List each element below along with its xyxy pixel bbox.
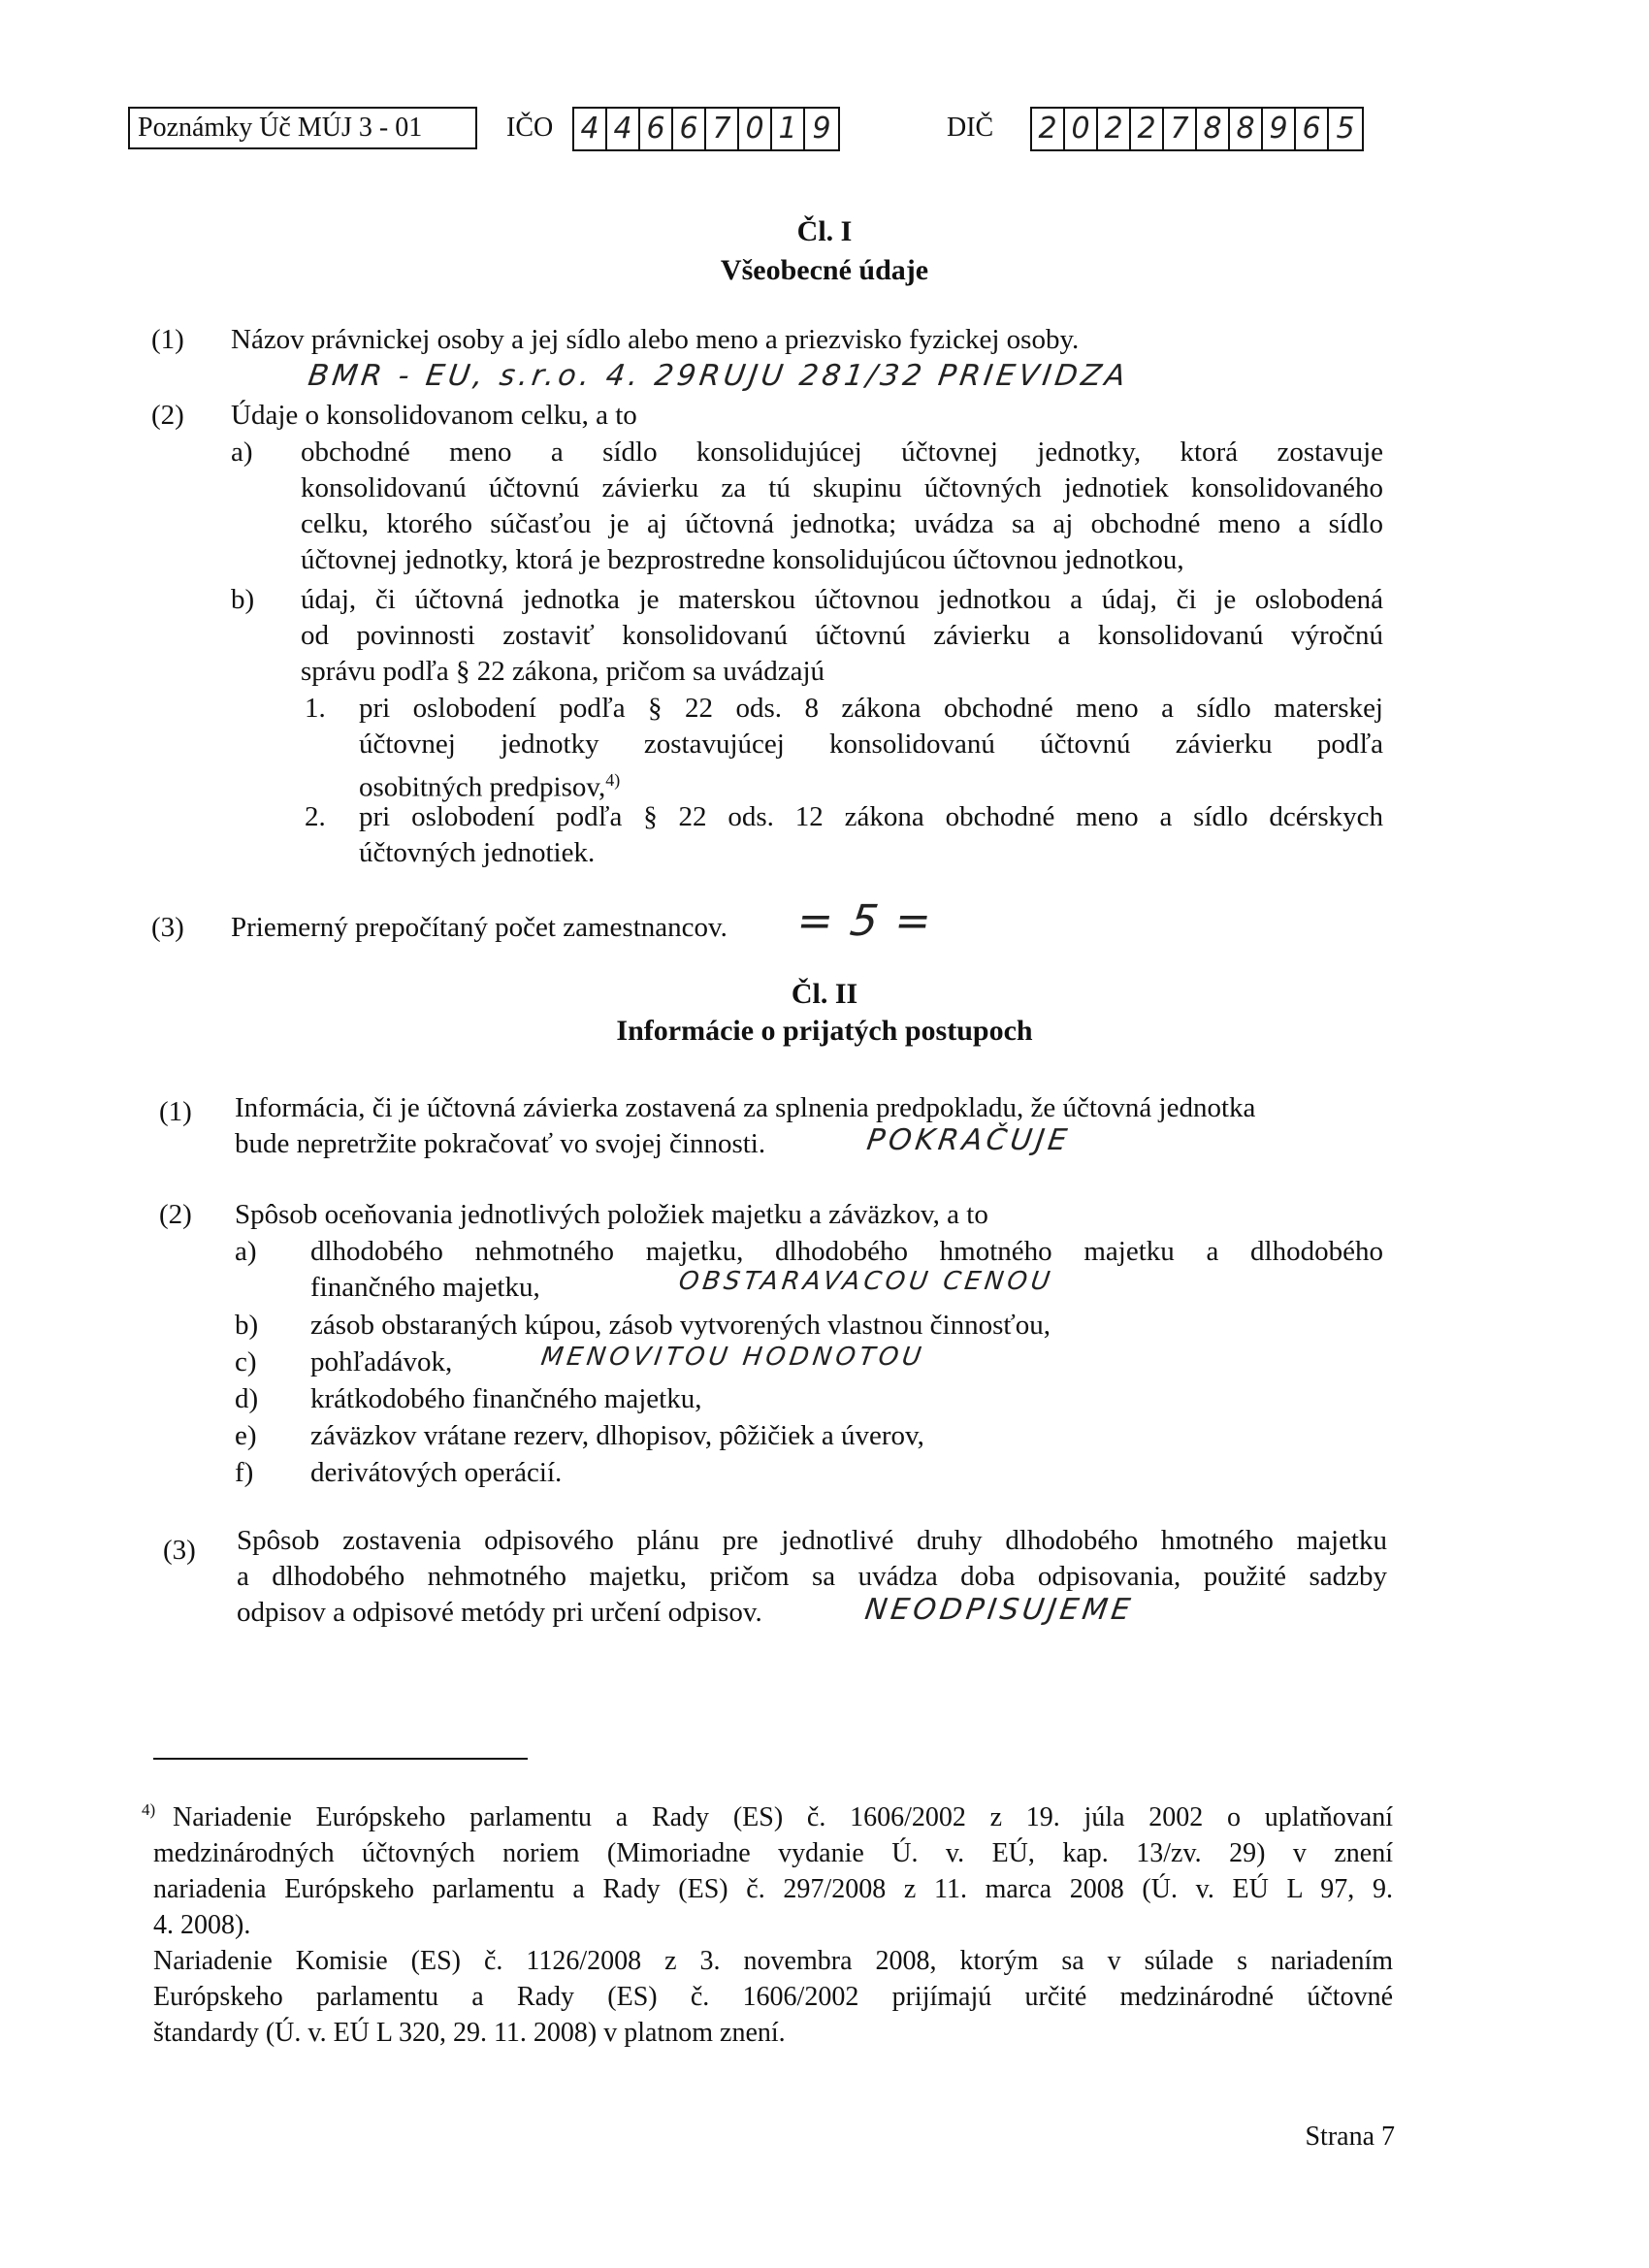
a2-item-line: zásob obstaraných kúpou, zásob vytvorených vlastnou činnosťou, (310, 1310, 1051, 1341)
handwritten-entity-name: BMR - EU, s.r.o. 4. 29RUJU 281/32 PRIEVIDZA (306, 359, 1132, 393)
a2-p1-number: (1) (159, 1096, 192, 1127)
dic-digit: 2 (1098, 109, 1131, 149)
a2-item-line: krátkodobého finančného majetku, (310, 1383, 702, 1414)
handwritten-depreciation: NEODPISUJEME (862, 1593, 1137, 1627)
dic-digit: 0 (1065, 109, 1098, 149)
footnote-marker: 4) (142, 1800, 156, 1819)
handwritten-valuation-a: OBSTARAVACOU CENOU (676, 1267, 1056, 1296)
a2-item-label: b) (235, 1310, 259, 1341)
a2-item-label: c) (235, 1346, 257, 1377)
form-label: Poznámky Úč MÚJ 3 - 01 (128, 107, 477, 149)
a2-p2-text: Spôsob oceňovania jednotlivých položiek majetku a záväzkov, a to (235, 1199, 988, 1230)
a1-item-b-label: b) (231, 584, 255, 615)
a2-item-line: záväzkov vrátane rezerv, dlhopisov, pôžičiek a úverov, (310, 1420, 924, 1451)
a1-p2-number: (2) (151, 400, 184, 431)
article2-title: Informácie o prijatých postupoch (616, 1015, 1033, 1047)
a2-item-line: finančného majetku, (310, 1272, 540, 1303)
dic-digit: 5 (1336, 112, 1355, 146)
a1-item-a-line: účtovnej jednotky, ktorá je bezprostredne konsolidujúcou účtovnou jednotkou, (301, 544, 1184, 575)
footnote-line: 4. 2008). (153, 1910, 251, 1940)
ico-digits (572, 107, 840, 151)
article2-number: Čl. II (791, 978, 858, 1010)
a2-p2-number: (2) (159, 1199, 192, 1230)
footnote-line: štandardy (Ú. v. EÚ L 320, 29. 11. 2008) v platnom znení. (153, 2018, 786, 2048)
a1-item-b2-line: účtovných jednotiek. (359, 837, 596, 868)
a1-item-b2-line: pri oslobodení podľa § 22 ods. 12 zákona obchodné meno a sídlo dcérskych (359, 801, 1383, 832)
dic-digit: 7 (1164, 109, 1197, 149)
ico-digit: 4 (607, 109, 640, 149)
a1-p3-text: Priemerný prepočítaný počet zamestnancov. (231, 912, 728, 943)
a2-item-line: dlhodobého nehmotného majetku, dlhodobého hmotného majetku a dlhodobého (310, 1236, 1383, 1267)
a1-item-b1-line: pri oslobodení podľa § 22 ods. 8 zákona obchodné meno a sídlo materskej (359, 693, 1383, 724)
a2-p3-number: (3) (163, 1535, 196, 1566)
a1-item-a-line: konsolidovanú účtovnú závierku za tú skupinu účtovných jednotiek konsolidovaného (301, 472, 1383, 503)
a1-p1-number: (1) (151, 324, 184, 355)
a1-item-b1-line: osobitných predpisov,$^{4)}$ (359, 770, 621, 803)
a1-item-b2-label: 2. (305, 801, 326, 832)
a1-item-a-label: a) (231, 437, 253, 468)
a2-p3-line: Spôsob zostavenia odpisového plánu pre jednotlivé druhy dlhodobého hmotného majetku (237, 1525, 1387, 1556)
a2-item-label: d) (235, 1383, 259, 1414)
footnote-line: Európskeho parlamentu a Rady (ES) č. 1606/2002 prijímajú určité medzinárodné účtovné (153, 1982, 1393, 2012)
ico-digit: 6 (673, 109, 706, 149)
article1-title: Všeobecné údaje (720, 254, 929, 286)
ico-digit: 0 (739, 109, 772, 149)
a2-item-label: a) (235, 1236, 257, 1267)
article1-number: Čl. I (796, 215, 853, 247)
dic-digit: 2 (1032, 109, 1065, 149)
footnote-line: nariadenia Európskeho parlamentu a Rady (ES) č. 297/2008 z 11. marca 2008 (Ú. v. EÚ L 97, 9. (153, 1874, 1393, 1904)
ico-digit: 1 (772, 109, 805, 149)
a2-p3-line: a dlhodobého nehmotného majetku, pričom sa uvádza doba odpisovania, použité sadzby (237, 1561, 1387, 1592)
dic-digit: 8 (1197, 109, 1230, 149)
dic-digit: 6 (1296, 109, 1329, 149)
a1-p3-number: (3) (151, 912, 184, 943)
a1-item-a-line: obchodné meno a sídlo konsolidujúcej účtovnej jednotky, ktorá zostavuje (301, 437, 1383, 468)
dic-digit: 2 (1131, 109, 1164, 149)
dic-digits (1030, 107, 1364, 151)
footnote-line: medzinárodných účtovných noriem (Mimoriadne vydanie Ú. v. EÚ, kap. 13/zv. 29) v znení (153, 1838, 1393, 1868)
dic-label: DIČ (947, 113, 994, 143)
handwritten-employee-count: = 5 = (793, 896, 937, 946)
ico-digit: 4 (574, 109, 607, 149)
a1-item-a-line: celku, ktorého súčasťou je aj účtovná jednotka; uvádza sa aj obchodné meno a sídlo (301, 508, 1383, 539)
a2-p1-line: Informácia, či je účtovná závierka zostavená za splnenia predpokladu, že účtovná jednotka (235, 1092, 1256, 1123)
footnote-divider (153, 1758, 528, 1760)
a2-item-line: pohľadávok, (310, 1346, 453, 1377)
page-number: Strana 7 (1305, 2122, 1395, 2152)
footnote-line: Nariadenie Európskeho parlamentu a Rady (ES) č. 1606/2002 z 19. júla 2002 o uplatňovaní (173, 1802, 1393, 1832)
footnote-ref: 4) (605, 770, 621, 790)
handwritten-valuation-c: MENOVITOU HODNOTOU (538, 1343, 927, 1372)
ico-label: IČO (506, 113, 554, 143)
a1-item-b-line: údaj, či účtovná jednotka je materskou účtovnou jednotkou a údaj, či je oslobodená (301, 584, 1383, 615)
footnote-line: Nariadenie Komisie (ES) č. 1126/2008 z 3. novembra 2008, ktorým sa v súlade s nariadením (153, 1946, 1393, 1976)
dic-digit: 8 (1230, 109, 1263, 149)
handwritten-going-concern: POKRAČUJE (864, 1123, 1073, 1157)
a2-item-label: f) (235, 1457, 254, 1488)
a1-item-b1-label: 1. (305, 693, 326, 724)
a2-item-label: e) (235, 1420, 257, 1451)
a2-item-line: derivátových operácií. (310, 1457, 563, 1488)
a1-p2-text: Údaje o konsolidovanom celku, a to (231, 400, 637, 431)
a1-item-b-line: správu podľa § 22 zákona, pričom sa uvádzajú (301, 656, 825, 687)
dic-digit: 9 (1263, 109, 1296, 149)
ico-digit: 7 (706, 109, 739, 149)
ico-digit: 6 (640, 109, 673, 149)
a2-p3-line: odpisov a odpisové metódy pri určení odpisov. (237, 1597, 762, 1628)
a2-p1-line: bude nepretržite pokračovať vo svojej činnosti. (235, 1128, 766, 1159)
ico-digit: 9 (812, 112, 831, 146)
a1-item-b1-line: účtovnej jednotky zostavujúcej konsolidovanú účtovnú závierku podľa (359, 729, 1383, 760)
a1-item-b-line: od povinnosti zostaviť konsolidovanú účtovnú závierku a konsolidovanú výročnú (301, 620, 1383, 651)
a1-p1-text: Názov právnickej osoby a jej sídlo alebo meno a priezvisko fyzickej osoby. (231, 324, 1080, 355)
